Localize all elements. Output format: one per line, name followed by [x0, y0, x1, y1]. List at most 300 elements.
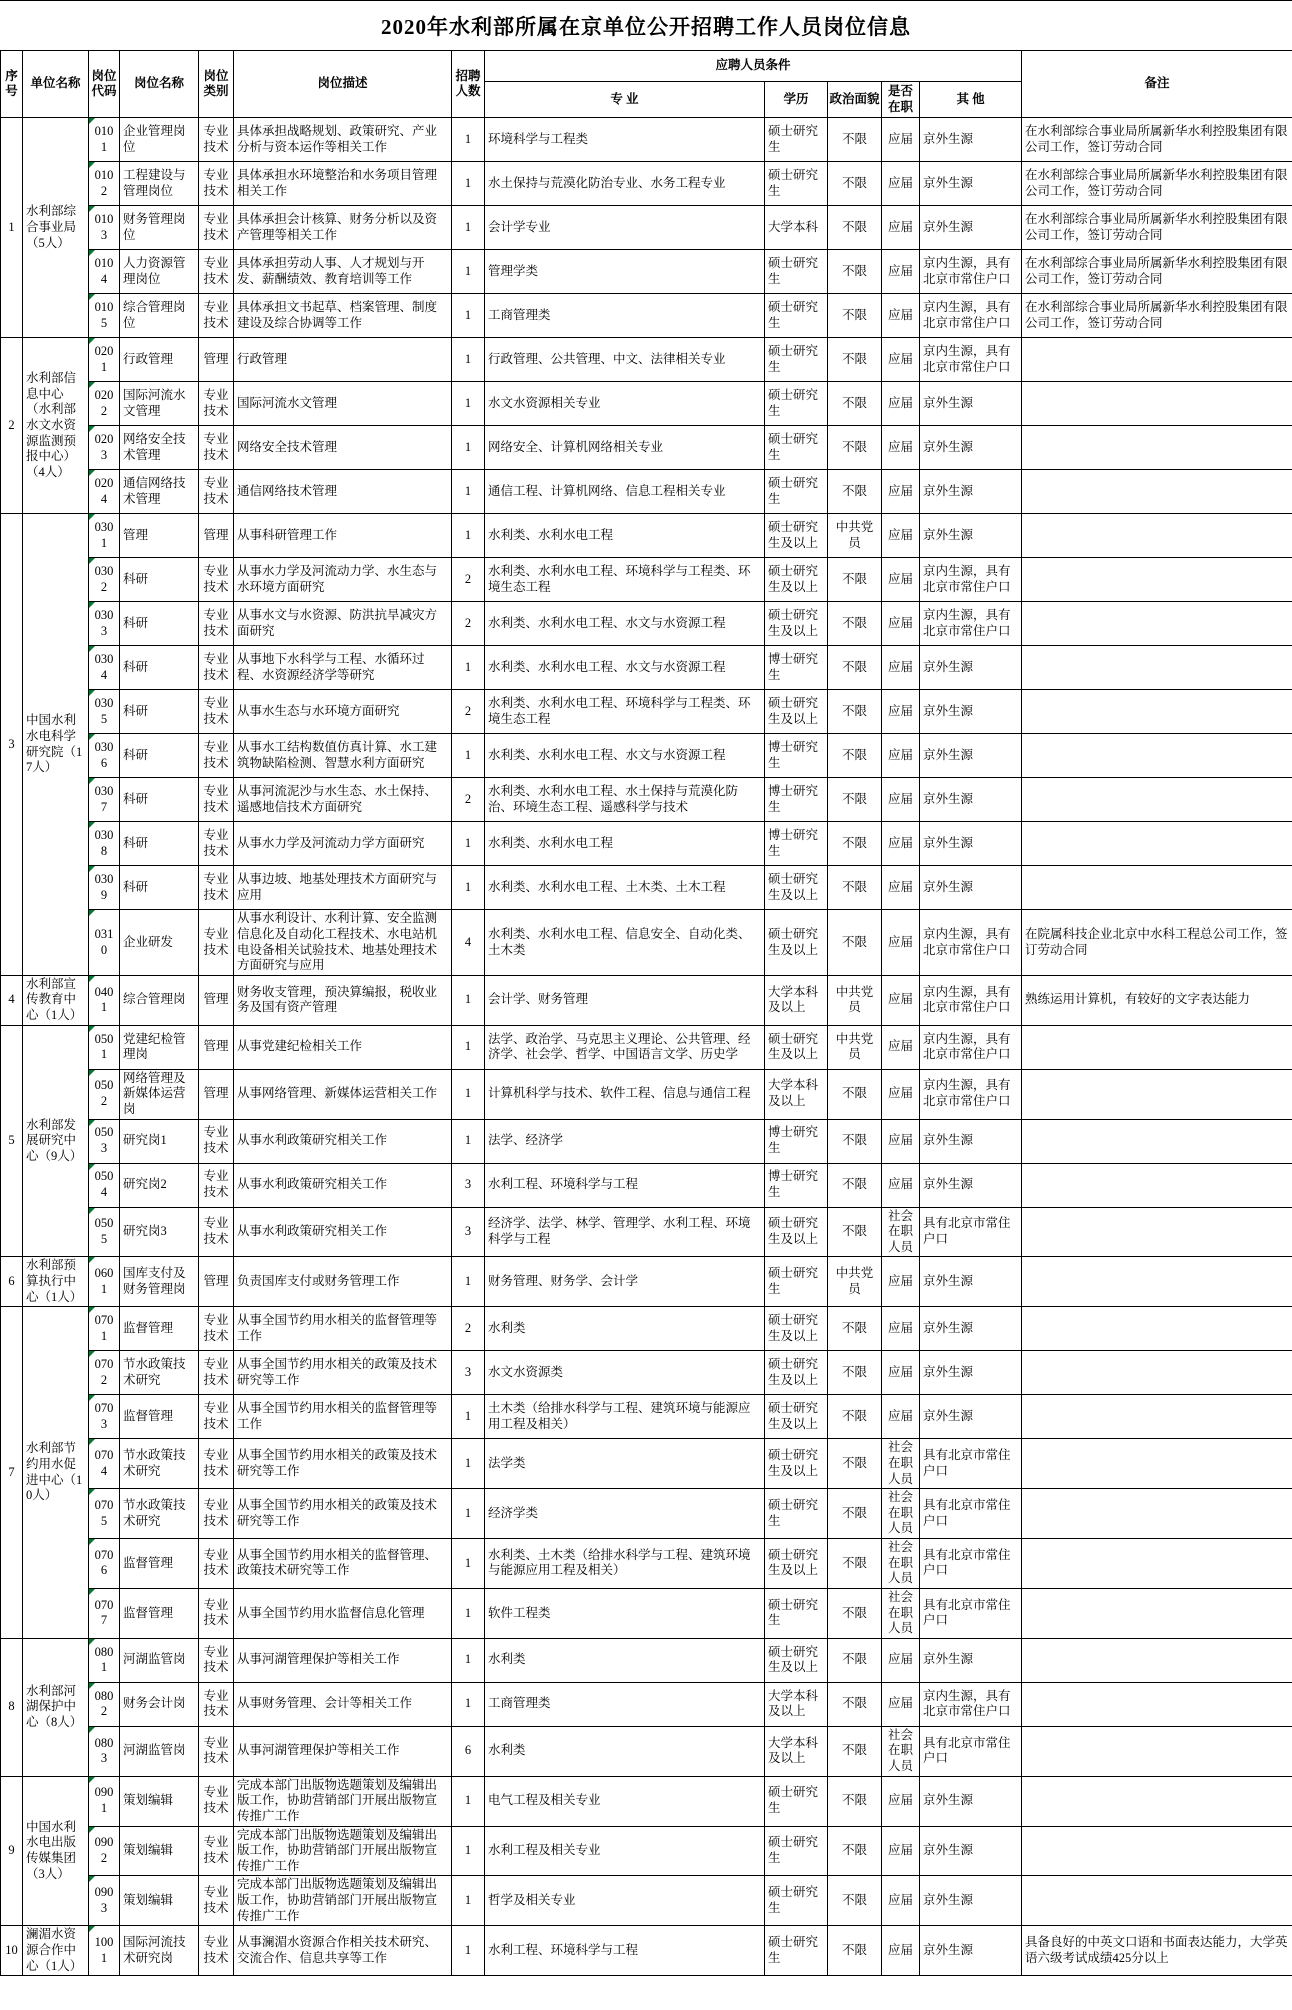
- col-header-major: 专 业: [485, 82, 765, 118]
- degree-cell: 硕士研究生及以上: [765, 910, 828, 976]
- degree-cell: 博士研究生: [765, 778, 828, 822]
- table-row: [1, 1682, 1292, 1726]
- remark-cell: [1022, 1207, 1292, 1257]
- major-cell: 会计学、财务管理: [485, 975, 765, 1025]
- serial-cell: 4: [1, 975, 23, 1025]
- unit-cell: 水利部节约用水促进中心（10人）: [23, 1307, 89, 1639]
- status-cell: 应届: [882, 1638, 920, 1682]
- remark-cell: 熟练运用计算机，有较好的文字表达能力: [1022, 975, 1292, 1025]
- degree-cell: 硕士研究生及以上: [765, 1307, 828, 1351]
- table-row: [1, 1163, 1292, 1207]
- col-header-serial: 序号: [1, 51, 23, 118]
- other-cell: 具有北京市常住户口: [920, 1207, 1022, 1257]
- code-cell: 0309: [89, 866, 120, 910]
- count-cell: 1: [452, 250, 485, 294]
- status-cell: 应届: [882, 1926, 920, 1976]
- code-cell: 0702: [89, 1351, 120, 1395]
- remark-cell: [1022, 778, 1292, 822]
- other-cell: 京外生源: [920, 778, 1022, 822]
- political-cell: 不限: [828, 118, 882, 162]
- other-cell: 京外生源: [920, 470, 1022, 514]
- description-cell: 从事水文与水资源、防洪抗旱减灾方面研究: [234, 602, 452, 646]
- table-row: [1, 426, 1292, 470]
- remark-cell: [1022, 514, 1292, 558]
- description-cell: 从事财务管理、会计等相关工作: [234, 1682, 452, 1726]
- other-cell: 京外生源: [920, 514, 1022, 558]
- political-cell: 不限: [828, 558, 882, 602]
- description-cell: 从事全国节约用水相关的政策及技术研究等工作: [234, 1439, 452, 1489]
- count-cell: 1: [452, 866, 485, 910]
- position-name-cell: 科研: [120, 558, 199, 602]
- status-cell: 应届: [882, 1776, 920, 1826]
- description-cell: 具体承担文书起草、档案管理、制度建设及综合协调等工作: [234, 294, 452, 338]
- other-cell: 京外生源: [920, 1826, 1022, 1876]
- table-row: [1, 822, 1292, 866]
- category-cell: 专业技术: [199, 426, 234, 470]
- major-cell: 水利类、水利水电工程: [485, 514, 765, 558]
- status-cell: 社会在职人员: [882, 1539, 920, 1589]
- code-cell: 0203: [89, 426, 120, 470]
- degree-cell: 硕士研究生及以上: [765, 866, 828, 910]
- description-cell: 从事全国节约用水相关的监督管理、政策技术研究等工作: [234, 1539, 452, 1589]
- major-cell: 环境科学与工程类: [485, 118, 765, 162]
- remark-cell: [1022, 646, 1292, 690]
- description-cell: 从事党建纪检相关工作: [234, 1025, 452, 1069]
- category-cell: 专业技术: [199, 646, 234, 690]
- other-cell: 京外生源: [920, 646, 1022, 690]
- description-cell: 完成本部门出版物选题策划及编辑出版工作，协助营销部门开展出版物宣传推广工作: [234, 1776, 452, 1826]
- category-cell: 专业技术: [199, 866, 234, 910]
- status-cell: 应届: [882, 1257, 920, 1307]
- serial-cell: 7: [1, 1307, 23, 1639]
- major-cell: 水利工程及相关专业: [485, 1826, 765, 1876]
- remark-cell: [1022, 1025, 1292, 1069]
- code-cell: 0204: [89, 470, 120, 514]
- status-cell: 应届: [882, 558, 920, 602]
- count-cell: 1: [452, 1638, 485, 1682]
- other-cell: 京外生源: [920, 162, 1022, 206]
- table-row: [1, 558, 1292, 602]
- category-cell: 专业技术: [199, 558, 234, 602]
- other-cell: 京内生源，具有北京市常住户口: [920, 1025, 1022, 1069]
- category-cell: 管理: [199, 514, 234, 558]
- unit-cell: 水利部发展研究中心（9人）: [23, 1025, 89, 1257]
- major-cell: 计算机科学与技术、软件工程、信息与通信工程: [485, 1069, 765, 1119]
- count-cell: 1: [452, 426, 485, 470]
- description-cell: 从事河湖管理保护等相关工作: [234, 1726, 452, 1776]
- table-row: [1, 1069, 1292, 1119]
- count-cell: 1: [452, 975, 485, 1025]
- count-cell: 1: [452, 1588, 485, 1638]
- table-row: [1, 294, 1292, 338]
- status-cell: 社会在职人员: [882, 1207, 920, 1257]
- table-header: [1, 51, 1292, 118]
- remark-cell: [1022, 1638, 1292, 1682]
- degree-cell: 大学本科: [765, 206, 828, 250]
- unit-cell: 澜湄水资源合作中心（1人）: [23, 1926, 89, 1976]
- status-cell: 社会在职人员: [882, 1489, 920, 1539]
- degree-cell: 硕士研究生: [765, 338, 828, 382]
- major-cell: 水利类: [485, 1638, 765, 1682]
- code-cell: 0504: [89, 1163, 120, 1207]
- position-name-cell: 工程建设与管理岗位: [120, 162, 199, 206]
- col-header-political: 政治面貌: [828, 82, 882, 118]
- major-cell: 哲学及相关专业: [485, 1876, 765, 1926]
- col-header-other: 其 他: [920, 82, 1022, 118]
- political-cell: 不限: [828, 778, 882, 822]
- degree-cell: 硕士研究生: [765, 162, 828, 206]
- serial-cell: 2: [1, 338, 23, 514]
- major-cell: 水利工程、环境科学与工程: [485, 1163, 765, 1207]
- position-name-cell: 河湖监管岗: [120, 1638, 199, 1682]
- remark-cell: [1022, 1439, 1292, 1489]
- description-cell: 财务收支管理，预决算编报，税收业务及国有资产管理: [234, 975, 452, 1025]
- degree-cell: 硕士研究生及以上: [765, 1539, 828, 1589]
- political-cell: 不限: [828, 162, 882, 206]
- code-cell: 0705: [89, 1489, 120, 1539]
- category-cell: 专业技术: [199, 1539, 234, 1589]
- political-cell: 中共党员: [828, 514, 882, 558]
- degree-cell: 博士研究生: [765, 646, 828, 690]
- code-cell: 0903: [89, 1876, 120, 1926]
- major-cell: 法学、经济学: [485, 1119, 765, 1163]
- category-cell: 专业技术: [199, 910, 234, 976]
- remark-cell: [1022, 558, 1292, 602]
- count-cell: 1: [452, 646, 485, 690]
- remark-cell: [1022, 1069, 1292, 1119]
- major-cell: 水利类、水利水电工程: [485, 822, 765, 866]
- count-cell: 1: [452, 1776, 485, 1826]
- table-row: [1, 338, 1292, 382]
- serial-cell: 8: [1, 1638, 23, 1776]
- description-cell: 从事网络管理、新媒体运营相关工作: [234, 1069, 452, 1119]
- count-cell: 1: [452, 1926, 485, 1976]
- status-cell: 应届: [882, 1119, 920, 1163]
- table-row: [1, 690, 1292, 734]
- code-cell: 1001: [89, 1926, 120, 1976]
- status-cell: 应届: [882, 294, 920, 338]
- table-row: [1, 514, 1292, 558]
- status-cell: 应届: [882, 1876, 920, 1926]
- degree-cell: 硕士研究生: [765, 294, 828, 338]
- code-cell: 0202: [89, 382, 120, 426]
- other-cell: 京外生源: [920, 1395, 1022, 1439]
- count-cell: 1: [452, 206, 485, 250]
- position-name-cell: 综合管理岗: [120, 975, 199, 1025]
- status-cell: 社会在职人员: [882, 1588, 920, 1638]
- political-cell: 不限: [828, 1395, 882, 1439]
- remark-cell: [1022, 866, 1292, 910]
- count-cell: 2: [452, 602, 485, 646]
- count-cell: 1: [452, 470, 485, 514]
- unit-cell: 水利部综合事业局（5人）: [23, 118, 89, 338]
- col-header-status: 是否在职: [882, 82, 920, 118]
- remark-cell: [1022, 734, 1292, 778]
- count-cell: 2: [452, 778, 485, 822]
- remark-cell: [1022, 602, 1292, 646]
- degree-cell: 博士研究生: [765, 822, 828, 866]
- political-cell: 中共党员: [828, 975, 882, 1025]
- major-cell: 水利类、水利水电工程、信息安全、自动化类、土木类: [485, 910, 765, 976]
- major-cell: 水文水资源类: [485, 1351, 765, 1395]
- major-cell: 电气工程及相关专业: [485, 1776, 765, 1826]
- category-cell: 专业技术: [199, 1682, 234, 1726]
- degree-cell: 大学本科及以上: [765, 1682, 828, 1726]
- position-name-cell: 财务管理岗位: [120, 206, 199, 250]
- category-cell: 专业技术: [199, 690, 234, 734]
- code-cell: 0103: [89, 206, 120, 250]
- degree-cell: 大学本科及以上: [765, 1726, 828, 1776]
- major-cell: 软件工程类: [485, 1588, 765, 1638]
- category-cell: 专业技术: [199, 1876, 234, 1926]
- category-cell: 专业技术: [199, 1307, 234, 1351]
- remark-cell: [1022, 1395, 1292, 1439]
- degree-cell: 硕士研究生及以上: [765, 1351, 828, 1395]
- table-row: [1, 602, 1292, 646]
- code-cell: 0305: [89, 690, 120, 734]
- status-cell: 应届: [882, 1025, 920, 1069]
- degree-cell: 硕士研究生: [765, 1876, 828, 1926]
- description-cell: 从事全国节约用水相关的监督管理等工作: [234, 1307, 452, 1351]
- table-row: [1, 910, 1292, 976]
- description-cell: 具体承担战略规划、政策研究、产业分析与资本运作等相关工作: [234, 118, 452, 162]
- category-cell: 管理: [199, 1257, 234, 1307]
- category-cell: 专业技术: [199, 602, 234, 646]
- category-cell: 专业技术: [199, 1926, 234, 1976]
- major-cell: 水利类、土木类（给排水科学与工程、建筑环境与能源应用工程及相关）: [485, 1539, 765, 1589]
- remark-cell: [1022, 1682, 1292, 1726]
- position-name-cell: 监督管理: [120, 1588, 199, 1638]
- political-cell: 不限: [828, 1588, 882, 1638]
- position-name-cell: 监督管理: [120, 1539, 199, 1589]
- remark-cell: [1022, 1351, 1292, 1395]
- position-name-cell: 策划编辑: [120, 1876, 199, 1926]
- major-cell: 水文水资源相关专业: [485, 382, 765, 426]
- col-header-code: 岗位代码: [89, 51, 120, 118]
- status-cell: 应届: [882, 822, 920, 866]
- code-cell: 0306: [89, 734, 120, 778]
- description-cell: 从事地下水科学与工程、水循环过程、水资源经济学等研究: [234, 646, 452, 690]
- major-cell: 通信工程、计算机网络、信息工程相关专业: [485, 470, 765, 514]
- major-cell: 土木类（给排水科学与工程、建筑环境与能源应用工程及相关）: [485, 1395, 765, 1439]
- status-cell: 应届: [882, 1351, 920, 1395]
- status-cell: 应届: [882, 470, 920, 514]
- remark-cell: [1022, 1776, 1292, 1826]
- other-cell: 京内生源，具有北京市常住户口: [920, 338, 1022, 382]
- status-cell: 应届: [882, 338, 920, 382]
- status-cell: 应届: [882, 1682, 920, 1726]
- count-cell: 1: [452, 1539, 485, 1589]
- unit-cell: 水利部河湖保护中心（8人）: [23, 1638, 89, 1776]
- remark-cell: [1022, 1826, 1292, 1876]
- category-cell: 专业技术: [199, 382, 234, 426]
- col-header-category: 岗位类别: [199, 51, 234, 118]
- major-cell: 工商管理类: [485, 294, 765, 338]
- position-name-cell: 研究岗1: [120, 1119, 199, 1163]
- description-cell: 从事澜湄水资源合作相关技术研究、交流合作、信息共享等工作: [234, 1926, 452, 1976]
- position-name-cell: 人力资源管理岗位: [120, 250, 199, 294]
- political-cell: 不限: [828, 206, 882, 250]
- status-cell: 应届: [882, 646, 920, 690]
- degree-cell: 大学本科及以上: [765, 1069, 828, 1119]
- degree-cell: 大学本科及以上: [765, 975, 828, 1025]
- description-cell: 具体承担水环境整治和水务项目管理相关工作: [234, 162, 452, 206]
- unit-cell: 水利部预算执行中心（1人）: [23, 1257, 89, 1307]
- serial-cell: 10: [1, 1926, 23, 1976]
- count-cell: 1: [452, 1682, 485, 1726]
- status-cell: 应届: [882, 1826, 920, 1876]
- remark-cell: 在水利部综合事业局所属新华水利控股集团有限公司工作，签订劳动合同: [1022, 162, 1292, 206]
- table-row: [1, 1439, 1292, 1489]
- degree-cell: 硕士研究生及以上: [765, 1395, 828, 1439]
- major-cell: 水利类: [485, 1726, 765, 1776]
- category-cell: 管理: [199, 975, 234, 1025]
- description-cell: 具体承担会计核算、财务分析以及资产管理等相关工作: [234, 206, 452, 250]
- code-cell: 0803: [89, 1726, 120, 1776]
- status-cell: 应届: [882, 162, 920, 206]
- code-cell: 0704: [89, 1439, 120, 1489]
- political-cell: 不限: [828, 1207, 882, 1257]
- count-cell: 2: [452, 558, 485, 602]
- political-cell: 不限: [828, 646, 882, 690]
- category-cell: 管理: [199, 1025, 234, 1069]
- category-cell: 专业技术: [199, 1439, 234, 1489]
- position-name-cell: 科研: [120, 778, 199, 822]
- status-cell: 应届: [882, 118, 920, 162]
- other-cell: 京内生源，具有北京市常住户口: [920, 602, 1022, 646]
- political-cell: 不限: [828, 1489, 882, 1539]
- position-name-cell: 科研: [120, 734, 199, 778]
- political-cell: 不限: [828, 1682, 882, 1726]
- table-row: [1, 1207, 1292, 1257]
- category-cell: 专业技术: [199, 1489, 234, 1539]
- code-cell: 0703: [89, 1395, 120, 1439]
- other-cell: 具有北京市常住户口: [920, 1588, 1022, 1638]
- degree-cell: 硕士研究生及以上: [765, 1207, 828, 1257]
- category-cell: 专业技术: [199, 1351, 234, 1395]
- status-cell: 应届: [882, 1069, 920, 1119]
- code-cell: 0801: [89, 1638, 120, 1682]
- political-cell: 不限: [828, 1826, 882, 1876]
- degree-cell: 博士研究生: [765, 734, 828, 778]
- remark-cell: [1022, 1539, 1292, 1589]
- recruitment-table: [0, 50, 1292, 1976]
- unit-cell: 水利部宣传教育中心（1人）: [23, 975, 89, 1025]
- position-name-cell: 节水政策技术研究: [120, 1489, 199, 1539]
- count-cell: 1: [452, 514, 485, 558]
- table-row: [1, 118, 1292, 162]
- category-cell: 专业技术: [199, 822, 234, 866]
- position-name-cell: 科研: [120, 646, 199, 690]
- degree-cell: 硕士研究生: [765, 1588, 828, 1638]
- remark-cell: [1022, 1588, 1292, 1638]
- degree-cell: 硕士研究生及以上: [765, 558, 828, 602]
- political-cell: 不限: [828, 1876, 882, 1926]
- code-cell: 0505: [89, 1207, 120, 1257]
- position-name-cell: 策划编辑: [120, 1826, 199, 1876]
- count-cell: 2: [452, 690, 485, 734]
- table-row: [1, 1395, 1292, 1439]
- major-cell: 经济学、法学、林学、管理学、水利工程、环境科学与工程: [485, 1207, 765, 1257]
- count-cell: 1: [452, 382, 485, 426]
- table-row: [1, 646, 1292, 690]
- position-name-cell: 网络管理及新媒体运营岗: [120, 1069, 199, 1119]
- code-cell: 0304: [89, 646, 120, 690]
- count-cell: 6: [452, 1726, 485, 1776]
- category-cell: 专业技术: [199, 206, 234, 250]
- political-cell: 不限: [828, 1439, 882, 1489]
- code-cell: 0104: [89, 250, 120, 294]
- position-name-cell: 河湖监管岗: [120, 1726, 199, 1776]
- degree-cell: 硕士研究生: [765, 382, 828, 426]
- other-cell: 具有北京市常住户口: [920, 1726, 1022, 1776]
- category-cell: 专业技术: [199, 1395, 234, 1439]
- position-name-cell: 国际河流技术研究岗: [120, 1926, 199, 1976]
- count-cell: 3: [452, 1163, 485, 1207]
- status-cell: 应届: [882, 514, 920, 558]
- major-cell: 水利类、水利水电工程、水文与水资源工程: [485, 646, 765, 690]
- code-cell: 0503: [89, 1119, 120, 1163]
- code-cell: 0301: [89, 514, 120, 558]
- political-cell: 不限: [828, 1726, 882, 1776]
- serial-cell: 6: [1, 1257, 23, 1307]
- other-cell: 京外生源: [920, 1351, 1022, 1395]
- col-header-name: 岗位名称: [120, 51, 199, 118]
- table-row: [1, 1025, 1292, 1069]
- remark-cell: [1022, 426, 1292, 470]
- other-cell: 京外生源: [920, 1163, 1022, 1207]
- position-name-cell: 研究岗3: [120, 1207, 199, 1257]
- remark-cell: [1022, 338, 1292, 382]
- status-cell: 应届: [882, 602, 920, 646]
- position-name-cell: 通信网络技术管理: [120, 470, 199, 514]
- remark-cell: 在水利部综合事业局所属新华水利控股集团有限公司工作，签订劳动合同: [1022, 250, 1292, 294]
- status-cell: 应届: [882, 866, 920, 910]
- table-row: [1, 1351, 1292, 1395]
- status-cell: 应届: [882, 975, 920, 1025]
- remark-cell: [1022, 470, 1292, 514]
- remark-cell: 在水利部综合事业局所属新华水利控股集团有限公司工作，签订劳动合同: [1022, 118, 1292, 162]
- other-cell: 京内生源，具有北京市常住户口: [920, 558, 1022, 602]
- degree-cell: 硕士研究生: [765, 426, 828, 470]
- description-cell: 网络安全技术管理: [234, 426, 452, 470]
- degree-cell: 硕士研究生: [765, 1489, 828, 1539]
- unit-cell: 中国水利水电科学研究院（17人）: [23, 514, 89, 976]
- category-cell: 专业技术: [199, 294, 234, 338]
- other-cell: 京外生源: [920, 1119, 1022, 1163]
- degree-cell: 硕士研究生: [765, 1776, 828, 1826]
- degree-cell: 硕士研究生及以上: [765, 1439, 828, 1489]
- status-cell: 应届: [882, 1307, 920, 1351]
- description-cell: 从事水利政策研究相关工作: [234, 1163, 452, 1207]
- code-cell: 0401: [89, 975, 120, 1025]
- other-cell: 京外生源: [920, 1638, 1022, 1682]
- code-cell: 0302: [89, 558, 120, 602]
- remark-cell: [1022, 1119, 1292, 1163]
- other-cell: 京外生源: [920, 690, 1022, 734]
- table-row: [1, 1539, 1292, 1589]
- position-name-cell: 节水政策技术研究: [120, 1351, 199, 1395]
- category-cell: 专业技术: [199, 162, 234, 206]
- category-cell: 专业技术: [199, 1826, 234, 1876]
- degree-cell: 硕士研究生及以上: [765, 1638, 828, 1682]
- status-cell: 应届: [882, 910, 920, 976]
- degree-cell: 硕士研究生: [765, 470, 828, 514]
- remark-cell: [1022, 822, 1292, 866]
- description-cell: 从事水力学及河流动力学方面研究: [234, 822, 452, 866]
- category-cell: 专业技术: [199, 250, 234, 294]
- description-cell: 具体承担劳动人事、人才规划与开发、薪酬绩效、教育培训等工作: [234, 250, 452, 294]
